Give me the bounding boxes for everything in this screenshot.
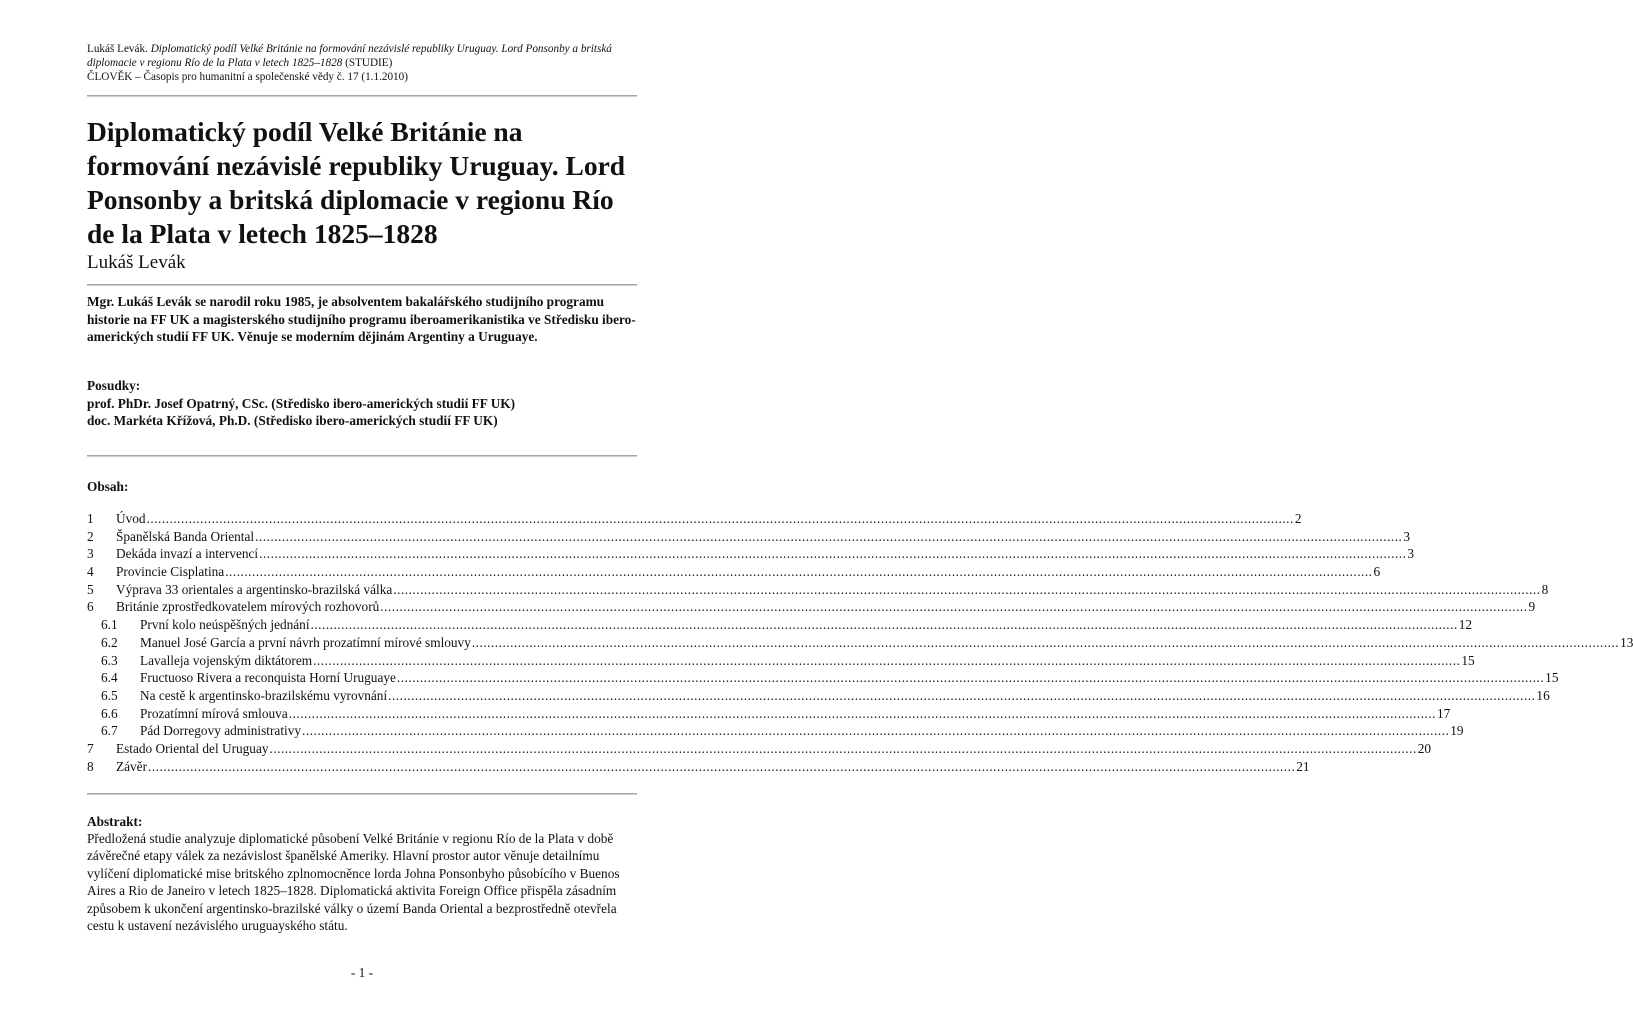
toc-entry[interactable] xyxy=(87,563,1381,581)
toc-entry-title: Provincie Cisplatina xyxy=(116,564,225,580)
header-author: Lukáš Levák. xyxy=(87,43,148,55)
reviews-label: Posudky: xyxy=(87,378,141,393)
toc-entry-page: 9 xyxy=(1528,599,1536,615)
toc-leader-dots: ............................................................................................................................................................................................................................................................................................................ xyxy=(471,634,1620,650)
toc-entry-number: 6.3 xyxy=(101,652,118,668)
abstract-text: Předložená studie analyzuje diplomatické působení Velké Británie v regionu Río de la Plata v době závěrečné etapy válek za nezávislost španělské Ameriky. Hlavní prostor autor věnuje detailnímu vylíčení diplomatické mise britského zplnomocněnce lorda Johna Ponsonbyho působícího v Buenos Aires a Rio de Janeiro v letech 1825–1828. Diplomatická aktivita Foreign Office přispěla zásadním způsobem k ukončení argentinsko-brazilské války o území Banda Oriental a bezprostředně otevřela cestu k ustavení nezávislého uruguayského státu. xyxy=(87,831,620,934)
toc-entry-title: Lavalleja vojenským diktátorem xyxy=(140,652,313,668)
toc-entry-number: 6 xyxy=(87,599,94,615)
toc-leader-dots: ............................................................................................................................................................................................................................................................................................................ xyxy=(310,617,1458,633)
toc-entry[interactable] xyxy=(87,687,1550,705)
toc-entry-page: 6 xyxy=(1373,564,1381,580)
toc-entry-title: Výprava 33 orientales a argentinsko-brazilská válka xyxy=(116,581,393,597)
toc-entry-number: 6.6 xyxy=(101,705,118,721)
toc-entry-number: 6.2 xyxy=(101,634,118,650)
toc-entry-title: Úvod xyxy=(116,511,146,526)
toc-entry-page: 13 xyxy=(1620,634,1633,650)
toc-entry-number: 5 xyxy=(87,581,94,597)
toc-entry-page: 17 xyxy=(1437,705,1451,721)
toc-entry-number: 6.4 xyxy=(101,670,118,686)
toc-entry-number: 7 xyxy=(87,740,94,756)
toc-entry-page: 16 xyxy=(1536,687,1550,703)
header-journal: ČLOVĚK – Časopis pro humanitní a společenské vědy č. 17 (1.1.2010) xyxy=(87,71,408,83)
toc-entry-number: 6.1 xyxy=(101,617,118,633)
reviews-block xyxy=(87,377,642,430)
toc-entry-number: 3 xyxy=(87,546,94,562)
toc-heading: Obsah: xyxy=(87,479,129,494)
toc-leader-dots: ............................................................................................................................................................................................................................................................................................................ xyxy=(302,723,1450,739)
toc-entry-title: Británie zprostředkovatelem mírových rozhovorů xyxy=(116,599,380,615)
reviewer-1: prof. PhDr. Josef Opatrný, CSc. (Středisko ibero-amerických studií FF UK) xyxy=(87,395,516,411)
reviewer-2: doc. Markéta Křížová, Ph.D. (Středisko ibero-amerických studií FF UK) xyxy=(87,413,498,428)
toc-entry[interactable] xyxy=(87,722,1464,740)
toc-leader-dots: ............................................................................................................................................................................................................................................................................................................ xyxy=(259,546,1407,562)
toc-entry-title: Závěr xyxy=(116,758,148,774)
toc-entry[interactable] xyxy=(87,758,1310,776)
header-tag: (STUDIE) xyxy=(345,57,393,69)
abstract-heading: Abstrakt: xyxy=(87,814,143,829)
toc-entry-number: 6.5 xyxy=(101,687,118,703)
toc-entry-title: Manuel José García a první návrh prozatímní mírové smlouvy xyxy=(140,634,471,650)
article-title: Diplomatický podíl Velké Británie na formování nezávislé republiky Uruguay. Lord Ponsonby a britská diplomacie v regionu Río de la Plata v letech 1825–1828 xyxy=(87,116,626,249)
toc-entry-page: 15 xyxy=(1461,652,1475,668)
toc-entry[interactable] xyxy=(87,528,1411,546)
toc-entry-title: Na cestě k argentinsko-brazilskému vyrovnání xyxy=(140,687,388,703)
toc-entry-title: Pád Dorregovy administrativy xyxy=(140,723,302,739)
title-divider xyxy=(87,284,637,286)
page-number: - 1 - xyxy=(350,965,374,980)
toc-entry-number: 6.7 xyxy=(101,723,118,739)
toc-entry-number: 1 xyxy=(87,511,94,526)
toc-entry-number: 8 xyxy=(87,758,94,774)
article-author: Lukáš Levák xyxy=(87,252,186,273)
author-bio: Mgr. Lukáš Levák se narodil roku 1985, je absolventem bakalářského studijního programu historie na FF UK a magisterského studijního programu iberoamerikanistika ve Středisku ibero-amerických studií FF UK. Věnuje se moderním dějinám Argentiny a Uruguaye. xyxy=(87,294,636,344)
toc-entry[interactable] xyxy=(87,634,1633,652)
toc-leader-dots: ............................................................................................................................................................................................................................................................................................................ xyxy=(380,599,1528,615)
toc-entry-page: 8 xyxy=(1541,581,1549,597)
toc-leader-dots: ............................................................................................................................................................................................................................................................................................................ xyxy=(388,687,1536,703)
toc-entry-page: 20 xyxy=(1417,740,1432,756)
toc-entry-page: 3 xyxy=(1403,528,1411,544)
toc-entry[interactable] xyxy=(87,705,1451,723)
toc-entry-title: Estado Oriental del Uruguay xyxy=(116,740,269,756)
toc-entry[interactable] xyxy=(87,510,1302,528)
toc-entry[interactable] xyxy=(87,652,1475,670)
toc-leader-dots: ............................................................................................................................................................................................................................................................................................................ xyxy=(255,528,1403,544)
toc-entry-title: Dekáda invazí a intervencí xyxy=(116,546,259,562)
toc-leader-dots: ............................................................................................................................................................................................................................................................................................................ xyxy=(288,705,1436,721)
toc-divider xyxy=(87,793,637,795)
toc-entry[interactable] xyxy=(87,616,1473,634)
toc-entry-number: 4 xyxy=(87,564,94,580)
toc-entry-title: Fructuoso Rivera a reconquista Horní Uruguaye xyxy=(140,670,396,686)
toc-entry-title: Španělská Banda Oriental xyxy=(116,528,255,544)
toc-entry-page: 3 xyxy=(1407,546,1415,562)
toc-entry[interactable] xyxy=(87,545,1415,563)
toc-entry-title: Prozatímní mírová smlouva xyxy=(140,705,288,721)
toc-entry-title: První kolo neúspěšných jednání xyxy=(140,617,310,633)
toc-entry[interactable] xyxy=(87,740,1432,758)
toc-entry-page: 21 xyxy=(1296,758,1310,774)
toc-entry-number: 2 xyxy=(87,528,94,544)
table-of-contents xyxy=(87,510,1633,775)
toc-leader-dots: ............................................................................................................................................................................................................................................................................................................ xyxy=(148,758,1296,774)
toc-leader-dots: ............................................................................................................................................................................................................................................................................................................ xyxy=(146,511,1294,526)
toc-entry[interactable] xyxy=(87,669,1559,687)
header-divider xyxy=(87,95,637,97)
running-header xyxy=(87,42,639,84)
toc-leader-dots: ............................................................................................................................................................................................................................................................................................................ xyxy=(225,564,1373,580)
toc-entry-page: 19 xyxy=(1450,723,1464,739)
toc-leader-dots: ............................................................................................................................................................................................................................................................................................................ xyxy=(269,740,1417,756)
toc-entry-page: 15 xyxy=(1545,670,1559,686)
toc-leader-dots: ............................................................................................................................................................................................................................................................................................................ xyxy=(393,581,1541,597)
toc-entry[interactable] xyxy=(87,581,1549,599)
toc-entry[interactable] xyxy=(87,598,1536,616)
toc-leader-dots: ............................................................................................................................................................................................................................................................................................................ xyxy=(313,652,1461,668)
reviews-divider xyxy=(87,455,637,457)
toc-entry-page: 2 xyxy=(1294,511,1302,526)
toc-leader-dots: ............................................................................................................................................................................................................................................................................................................ xyxy=(396,670,1545,686)
header-article-title: Diplomatický podíl Velké Británie na formování nezávislé republiky Uruguay. Lord Ponsonby a britská diplomacie v regionu Río de la Plata v letech 1825–1828 xyxy=(87,43,612,69)
toc-entry-page: 12 xyxy=(1458,617,1473,633)
